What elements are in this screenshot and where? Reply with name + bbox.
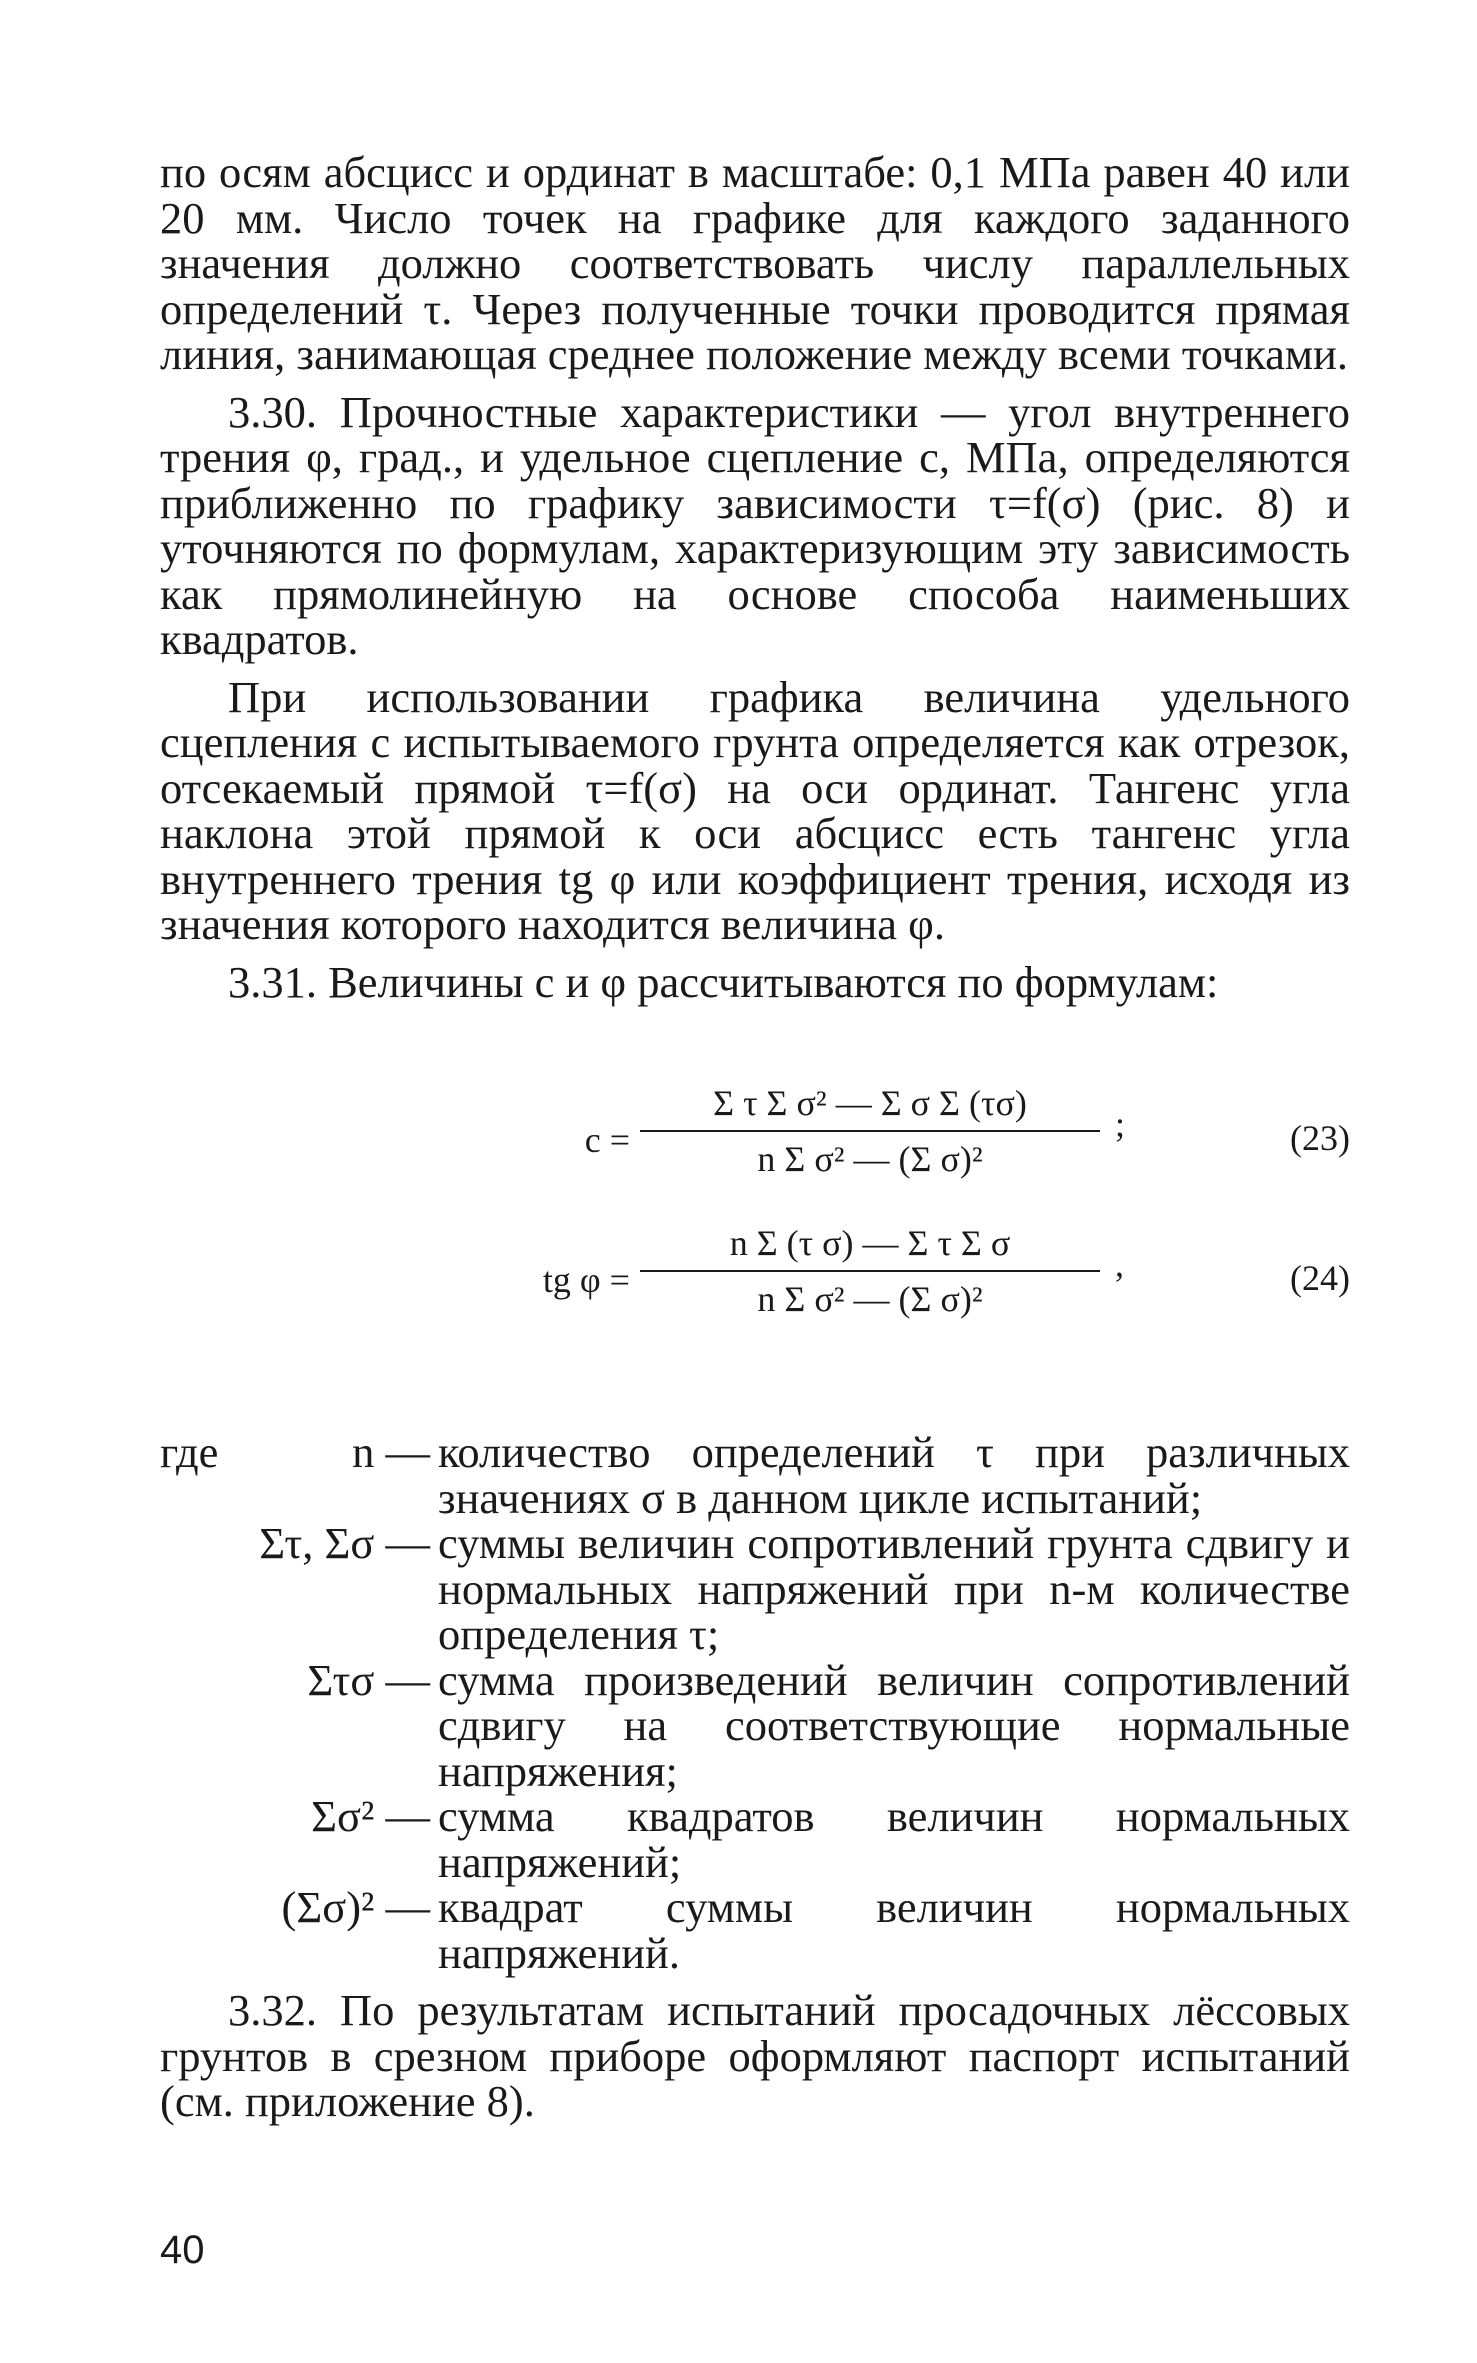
definition-item — [160, 1654, 1350, 1796]
formula-lhs: c = — [584, 1120, 630, 1160]
paragraph-3-30-text: Прочностные характеристики — угол внутреннего трения φ, град., и удельное сцепление с, МПа, определяются приближенно по графику зависимости τ=f(σ) (рис. 8) и уточняются по формулам, характеризующим эту зависимость как прямолинейную на основе способа наименьших квадратов. — [160, 386, 1350, 664]
paragraph-3-30 — [160, 386, 1350, 664]
page-content — [160, 147, 1350, 2126]
fraction-denominator: n Σ σ² — (Σ σ)² — [757, 1139, 983, 1179]
formula-23 — [160, 1080, 1350, 1220]
formula-punctuation: , — [1115, 1244, 1124, 1284]
definition-item — [160, 1427, 1350, 1523]
equation-number: (23) — [1290, 1118, 1350, 1158]
page-number: 40 — [160, 2228, 205, 2272]
definition-term: Στσ — — [307, 1654, 430, 1705]
paragraph-graph-usage: При использовании графика величина удельного сцепления с испытываемого грунта определяется как отрезок, отсекаемый прямой τ=f(σ) на оси ординат. Тангенс угла наклона этой прямой к оси абсцисс есть тангенс угла внутреннего трения tg φ или коэффициент трения, исходя из значения которого находится величина φ. — [160, 671, 1350, 949]
definition-text: количество определений τ при различных значениях σ в данном цикле испытаний; — [438, 1427, 1350, 1523]
formula-punctuation: ; — [1115, 1104, 1126, 1144]
equation-number: (24) — [1290, 1258, 1350, 1298]
fraction — [640, 1080, 1100, 1182]
definition-term: Σσ² — — [311, 1791, 430, 1841]
definition-term: (Σσ)² — — [281, 1882, 430, 1932]
paragraph-intro: по осям абсцисс и ординат в масштабе: 0,1 МПа равен 40 или 20 мм. Число точек на графике для каждого заданного значения должно соответствовать числу параллельных определений τ. Через полученные точки проводится прямая линия, занимающая среднее положение между всеми точками. — [160, 147, 1350, 379]
paragraph-3-31-text: Величины с и φ рассчитываются по формулам: — [317, 956, 1219, 1007]
term-symbol: n — — [352, 1427, 430, 1477]
section-number-3-32: 3.32. — [228, 1985, 317, 2035]
formula-lhs: tg φ = — [542, 1260, 630, 1300]
where-label: где — [160, 1427, 219, 1477]
formula-24 — [160, 1220, 1350, 1360]
fraction-denominator: n Σ σ² — (Σ σ)² — [757, 1279, 983, 1319]
formula-block — [160, 1080, 1350, 1360]
definition-item — [160, 1791, 1350, 1887]
paragraph-3-31 — [160, 956, 1350, 1007]
definition-text: сумма квадратов величин нормальных напряжений; — [438, 1791, 1350, 1887]
fraction-numerator: n Σ (τ σ) — Σ τ Σ σ — [640, 1220, 1100, 1272]
definition-term — [160, 1427, 430, 1521]
fraction — [640, 1220, 1100, 1322]
definition-term: Στ, Σσ — — [259, 1518, 430, 1568]
definition-item — [160, 1882, 1350, 1978]
paragraph-3-32-text: По результатам испытаний просадочных лёссовых грунтов в срезном приборе оформляют паспорт испытаний (см. приложение 8). — [160, 1985, 1350, 2126]
definition-text: суммы величин сопротивлений грунта сдвигу и нормальных напряжений при n-м количестве определения τ; — [438, 1518, 1350, 1659]
fraction-numerator: Σ τ Σ σ² — Σ σ Σ (τσ) — [640, 1080, 1100, 1132]
definition-item — [160, 1518, 1350, 1659]
section-number-3-31: 3.31. — [228, 956, 317, 1007]
definition-text: квадрат суммы величин нормальных напряжений. — [438, 1882, 1350, 1978]
section-number-3-30: 3.30. — [228, 386, 317, 437]
definition-text: сумма произведений величин сопротивлений сдвигу на соответствующие нормальные напряжения; — [438, 1654, 1350, 1796]
paragraph-3-32 — [160, 1985, 1350, 2126]
definitions-list — [160, 1427, 1350, 1978]
